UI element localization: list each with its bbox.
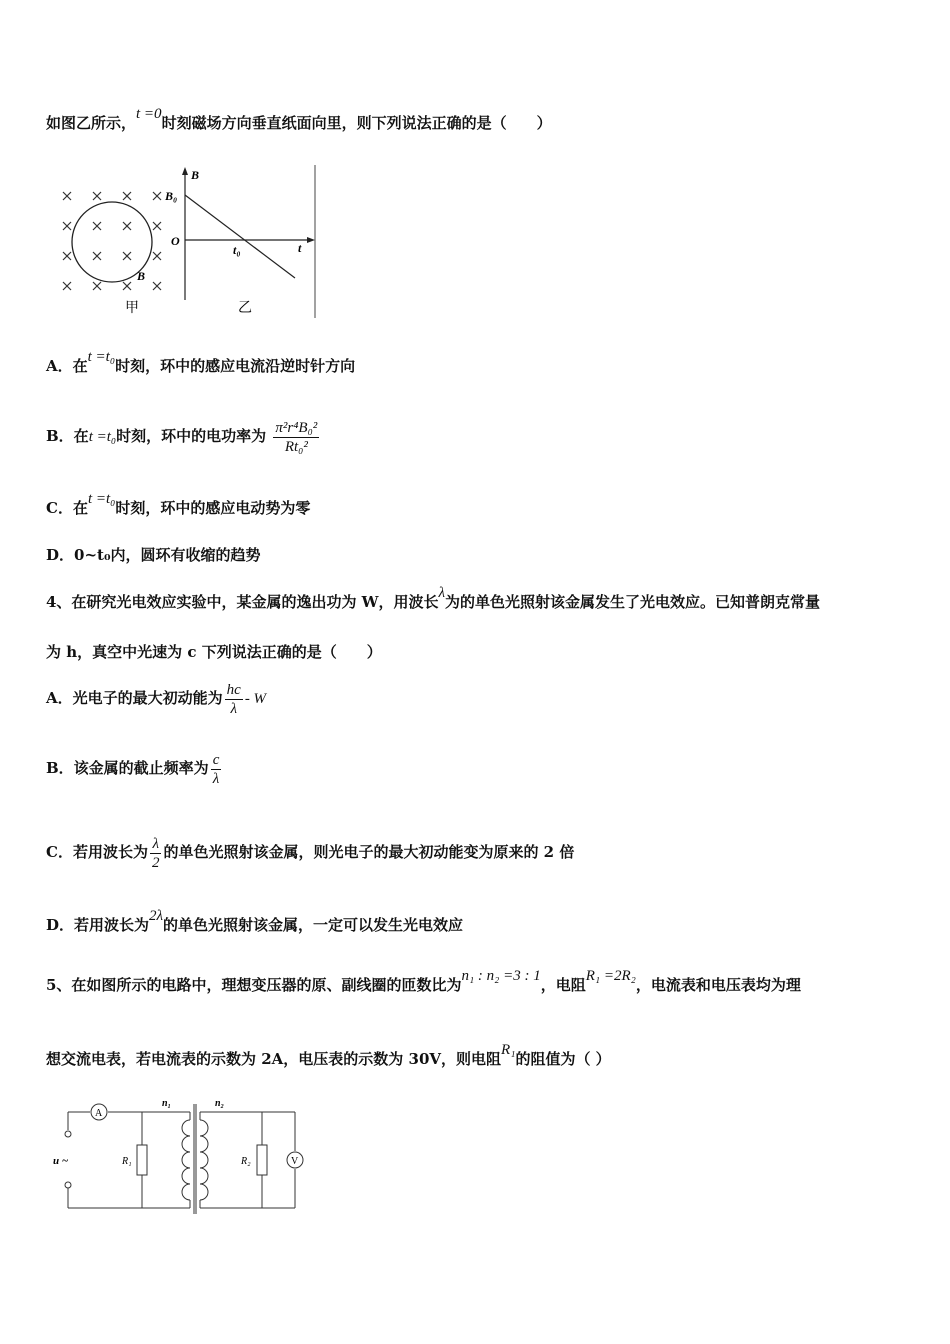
coil-turn	[182, 1152, 190, 1168]
q3-option-d: D．0~t₀内，圆环有收缩的趋势	[46, 546, 261, 564]
q5-line2-post: 的阻值为（ ）	[515, 1050, 611, 1068]
q4-a-tail: - W	[244, 691, 267, 707]
coil-turn	[182, 1184, 190, 1200]
q5-mid: ，电阻	[540, 976, 586, 994]
q3-c-pre: C．在	[46, 499, 88, 517]
q5-r1: R₁	[501, 1042, 516, 1058]
t-axis-arrow	[307, 237, 315, 243]
q4-c-den: 2	[151, 854, 160, 871]
resistor-r2	[257, 1145, 267, 1175]
coil-turn	[200, 1120, 208, 1136]
q5-circuit	[50, 1090, 310, 1220]
magnetic-field-crosses	[63, 192, 161, 290]
q5-stem-line2	[46, 1042, 611, 1070]
coil-turn	[200, 1136, 208, 1152]
q4-d-math: 2λ	[149, 908, 164, 924]
q3-b-pre: B．在	[46, 427, 89, 445]
n1-label: n₁	[162, 1098, 172, 1109]
q3-stem-post: 时刻磁场方向垂直纸面向里，则下列说法正确的是（ ）	[161, 114, 552, 132]
q5-line2-pre: 想交流电表，若电流表的示数为 2A，电压表的示数为 30V，则电阻	[46, 1050, 502, 1068]
resistor-r1	[137, 1145, 147, 1175]
coil-turn	[200, 1168, 208, 1184]
q4-a-fraction	[225, 681, 243, 718]
q3-a-post: 时刻，环中的感应电流沿逆时针方向	[115, 357, 356, 375]
q3-stem-math: t =0	[136, 106, 162, 122]
q4-line1-post: 为的单色光照射该金属发生了光电效应。已知普朗克常量	[445, 593, 821, 611]
q3-stem	[46, 106, 552, 134]
q4-d-post: 的单色光照射该金属，一定可以发生光电效应	[163, 916, 464, 934]
q4-a-pre: A．光电子的最大初动能为	[46, 689, 223, 707]
q4-c-pre: C．若用波长为	[46, 843, 148, 861]
q3-figure	[55, 160, 325, 325]
b-t-line	[185, 195, 295, 278]
q5-line1-post: ，电流表和电压表均为理	[635, 976, 801, 994]
q4-c-fraction	[150, 835, 162, 872]
source-terminal-top	[65, 1131, 71, 1137]
q3-b-den: Rt₀²	[284, 438, 308, 455]
q4-lambda: λ	[438, 585, 446, 601]
voltmeter-label: V	[291, 1156, 299, 1167]
q3-option-a	[46, 349, 356, 377]
q3-b-post: 时刻，环中的电功率为	[116, 427, 267, 445]
q4-option-a	[46, 676, 266, 721]
coil-turn	[182, 1120, 190, 1136]
ring-label-B: B	[137, 269, 146, 283]
q3-option-c	[46, 491, 311, 519]
q4-option-c	[46, 822, 574, 882]
axis-label-B0: B₀	[165, 189, 178, 203]
q5-ratio: n₁ : n₂ =3 : 1	[461, 968, 541, 984]
q4-line1-pre: 4、在研究光电效应实验中，某金属的逸出功为 W，用波长	[46, 593, 439, 611]
q3-b-fraction	[273, 419, 319, 456]
coil-turn	[200, 1152, 208, 1168]
q3-c-math: t =t₀	[87, 491, 116, 507]
coil-turn	[182, 1168, 190, 1184]
q4-b-num: c	[212, 751, 220, 768]
q3-c-post: 时刻，环中的感应电动势为零	[115, 499, 311, 517]
axis-label-B: B	[191, 168, 200, 182]
q5-line1-pre: 5、在如图所示的电路中，理想变压器的原、副线圈的匝数比为	[46, 976, 462, 994]
label-yi: 乙	[238, 301, 252, 316]
axis-label-t: t	[298, 241, 302, 255]
q4-b-fraction	[211, 751, 222, 788]
source-terminal-bottom	[65, 1182, 71, 1188]
n2-label: n₂	[215, 1098, 225, 1109]
q4-option-b	[46, 740, 223, 796]
q5-res-eq: R₁ =2R₂	[585, 968, 636, 984]
q4-stem-line2: 为 h，真空中光速为 c 下列说法正确的是（ ）	[46, 643, 382, 661]
axis-label-t0: t₀	[233, 243, 241, 257]
q4-b-den: λ	[212, 770, 220, 787]
source-label: u ~	[53, 1155, 69, 1167]
q3-b-num: π²r⁴B₀²	[275, 419, 318, 436]
q4-a-num: hc	[226, 681, 241, 698]
q4-c-num: λ	[150, 835, 162, 854]
q4-c-post: 的单色光照射该金属，则光电子的最大初动能变为原来的 2 倍	[163, 843, 575, 861]
q3-option-b	[46, 414, 321, 459]
q3-b-math: t =t₀	[88, 429, 117, 445]
q4-b-pre: B．该金属的截止频率为	[46, 759, 209, 777]
r1-label: R₁	[122, 1156, 132, 1167]
q4-stem-line1	[46, 585, 821, 613]
coil-turn	[182, 1136, 190, 1152]
axis-label-O: O	[171, 234, 180, 248]
q3-a-math: t =t₀	[87, 349, 116, 365]
q5-stem-line1	[46, 968, 801, 996]
b-axis-arrow	[182, 167, 188, 175]
ammeter-label: A	[95, 1108, 103, 1119]
r2-label: R₂	[241, 1156, 251, 1167]
q4-option-d	[46, 908, 464, 936]
q4-d-pre: D．若用波长为	[46, 916, 150, 934]
label-jia: 甲	[125, 301, 139, 316]
q4-a-den: λ	[230, 700, 237, 717]
coil-turn	[200, 1184, 208, 1200]
q3-stem-pre: 如图乙所示，	[46, 114, 137, 132]
primary-coil	[182, 1120, 190, 1200]
secondary-coil	[200, 1120, 208, 1200]
q3-a-pre: A．在	[46, 357, 88, 375]
